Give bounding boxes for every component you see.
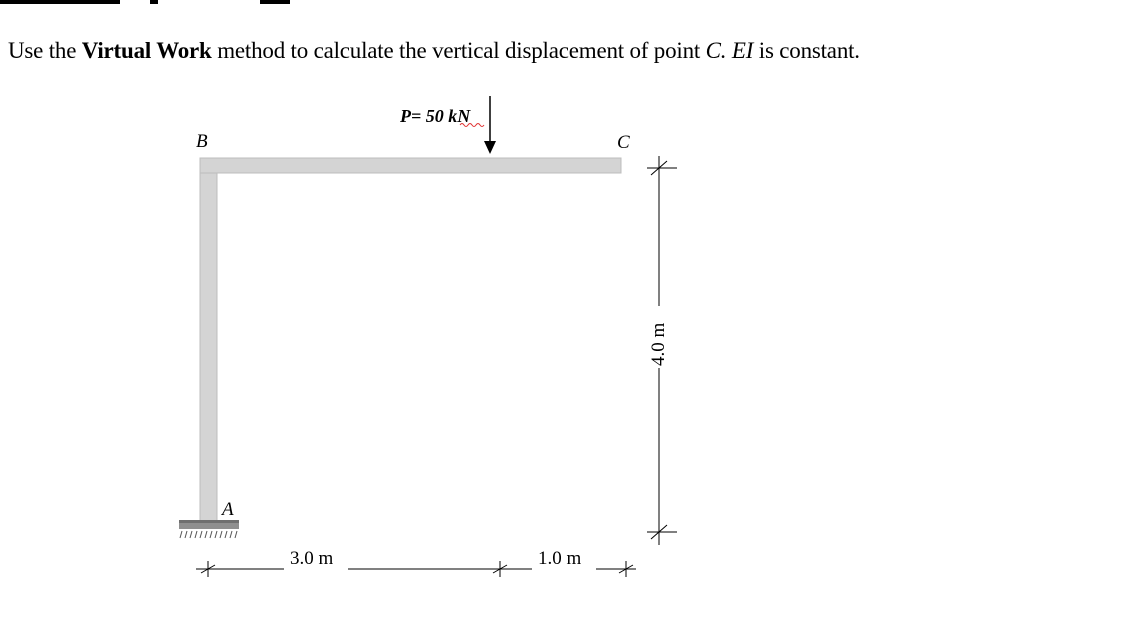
method-name: Virtual Work — [81, 38, 212, 63]
node-b-label: B — [196, 131, 208, 152]
beam-bc — [200, 158, 621, 173]
node-c-label: C — [617, 132, 630, 153]
spellcheck-squiggle — [460, 124, 484, 127]
load-arrow — [484, 96, 496, 154]
question-part1: Use the — [8, 38, 82, 63]
dim-span-left: 3.0 m — [290, 548, 334, 569]
question-part2: method to calculate the vertical displacement of point — [211, 38, 706, 63]
dim-span-right: 1.0 m — [538, 548, 582, 569]
column-ab — [200, 158, 217, 522]
fixed-support — [179, 520, 239, 538]
node-a-label: A — [222, 499, 234, 520]
load-label: P= 50 kN — [400, 106, 471, 126]
question-part4: is constant. — [753, 38, 860, 63]
ei-symbol: EI — [731, 38, 754, 63]
dim-height: 4.0 m — [648, 322, 669, 366]
point-name: C. — [705, 38, 727, 63]
